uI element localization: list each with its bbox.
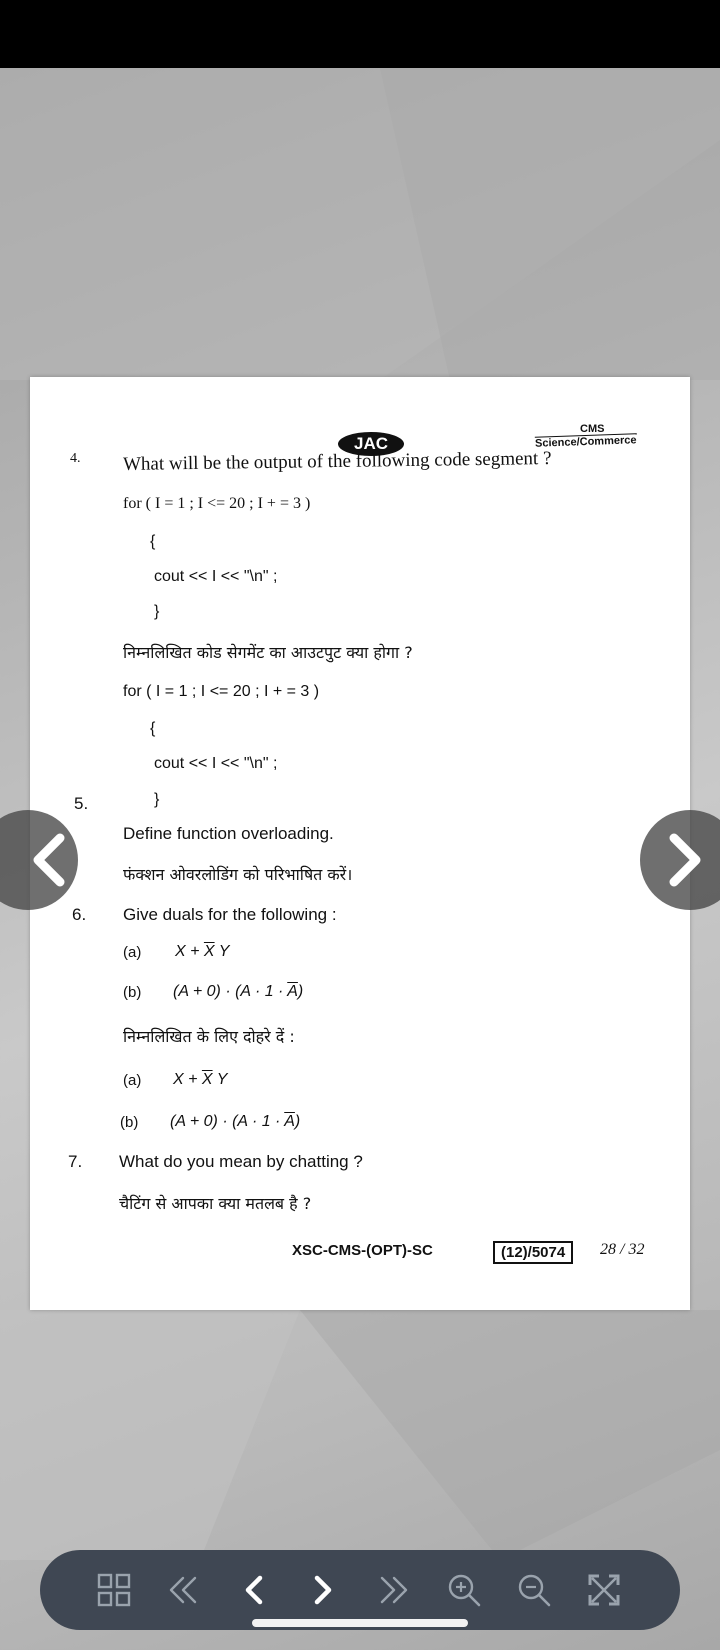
double-chevron-right-icon (376, 1572, 412, 1608)
code-line: } (154, 791, 160, 808)
previous-page-button[interactable] (230, 1566, 278, 1614)
question-5-hindi: फंक्शन ओवरलोडिंग को परिभाषित करें। (123, 865, 353, 884)
thumbnails-button[interactable] (90, 1566, 138, 1614)
question-7-text: What do you mean by chatting ? (119, 1152, 363, 1171)
fullscreen-button[interactable] (580, 1566, 628, 1614)
question-7-hindi: चैटिंग से आपका क्या मतलब है ? (119, 1194, 312, 1213)
top-status-bar (0, 0, 720, 68)
paper-code: XSC-CMS-(OPT)-SC (292, 1242, 433, 1259)
first-page-button[interactable] (159, 1566, 207, 1614)
page-number: 28 / 32 (600, 1241, 645, 1258)
option-label: (b) (123, 984, 142, 1001)
expression-b: $(A + 0) \cdot (A \cdot 1 \cdot \overline{A})$ (170, 1113, 301, 1130)
fullscreen-icon (586, 1572, 622, 1608)
option-label: (a) (123, 1072, 142, 1089)
chevron-left-icon (28, 832, 68, 888)
chevron-left-icon (236, 1572, 272, 1608)
question-6-hindi: निम्नलिखित के लिए दोहरे दें : (123, 1027, 295, 1046)
option-label: (b) (120, 1114, 139, 1131)
code-line: { (150, 533, 156, 550)
code-line: { (150, 720, 156, 737)
question-4-text: What will be the output of the following code segment ? (122, 448, 552, 475)
question-number: 7. (68, 1152, 83, 1171)
code-line: cout << I << "\n" ; (154, 568, 278, 585)
code-line: for ( I = 1 ; I <= 20 ; I + = 3 ) (123, 495, 311, 512)
question-4-hindi: निम्नलिखित कोड सेगमेंट का आउटपुट क्या होगा ? (123, 643, 413, 662)
code-line: cout << I << "\n" ; (154, 755, 278, 772)
question-number: 4. (70, 451, 81, 466)
zoom-in-button[interactable] (440, 1566, 488, 1614)
double-chevron-left-icon (165, 1572, 201, 1608)
home-indicator[interactable] (252, 1619, 468, 1627)
jac-logo: JAC (338, 432, 404, 456)
question-6-text: Give duals for the following : (123, 905, 337, 924)
roll-code-box: (12)/5074 (493, 1241, 573, 1264)
chevron-right-icon (305, 1572, 341, 1608)
zoom-out-icon (515, 1571, 553, 1609)
viewer-toolbar (40, 1550, 680, 1630)
expression-a: $X + \overline{X}$ Y (175, 943, 230, 960)
expression-a: $X + \overline{X}$ Y (173, 1071, 228, 1088)
header-stream: Science/Commerce (534, 434, 637, 450)
question-number: 6. (72, 905, 87, 924)
code-line: } (154, 603, 160, 620)
code-line: for ( I = 1 ; I <= 20 ; I + = 3 ) (123, 683, 320, 700)
grid-icon (96, 1572, 132, 1608)
question-number: 5. (74, 794, 89, 813)
expression-b: $(A + 0) \cdot (A \cdot 1 \cdot \overline{A})$ (173, 983, 304, 1000)
document-page (30, 377, 690, 1310)
last-page-button[interactable] (370, 1566, 418, 1614)
header-code: CMS (580, 423, 605, 435)
question-5-text: Define function overloading. (123, 824, 334, 843)
zoom-in-icon (445, 1571, 483, 1609)
zoom-out-button[interactable] (510, 1566, 558, 1614)
next-page-button[interactable] (299, 1566, 347, 1614)
chevron-right-icon (666, 832, 706, 888)
option-label: (a) (123, 944, 142, 961)
